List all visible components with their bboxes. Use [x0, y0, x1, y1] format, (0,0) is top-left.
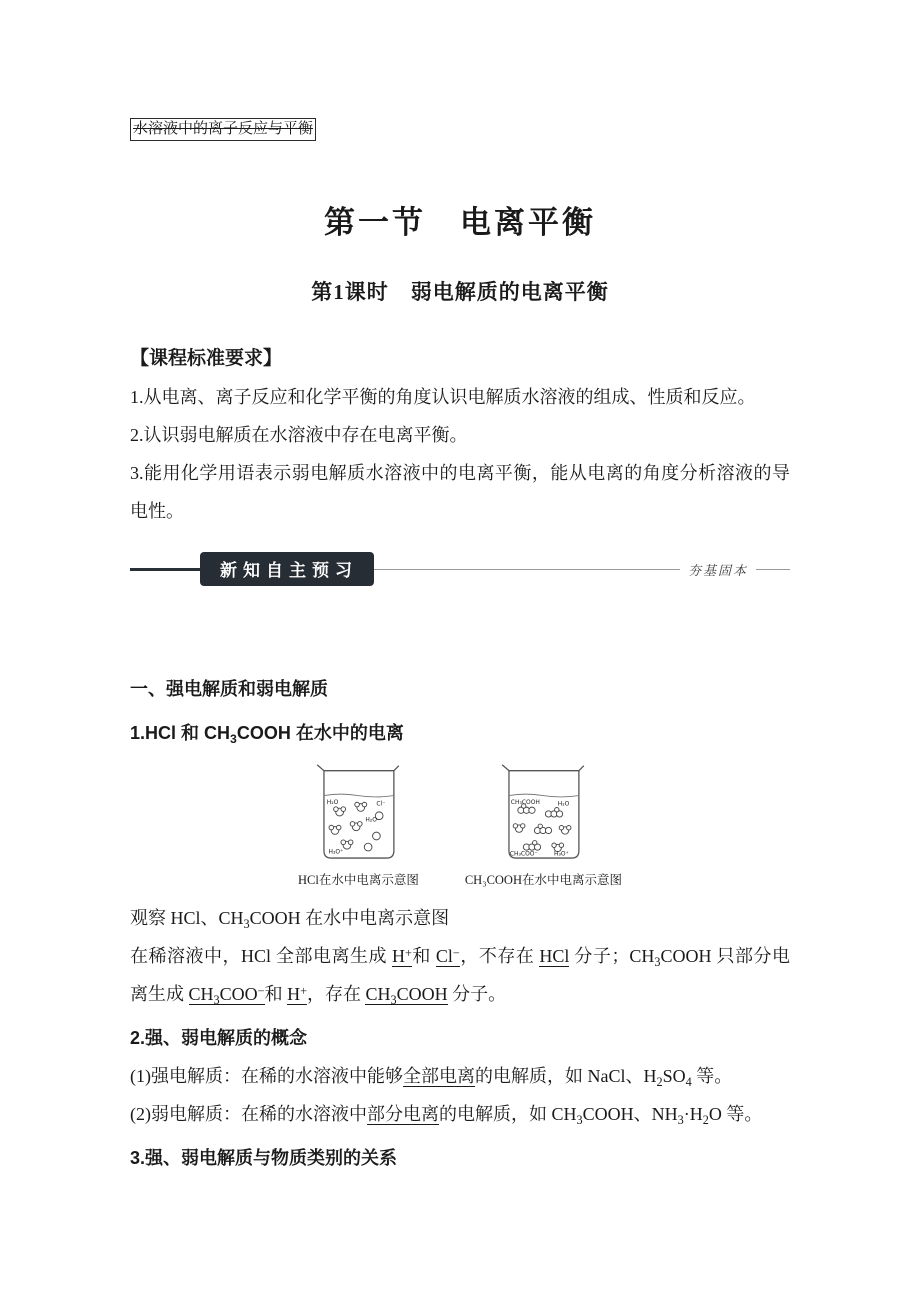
molecule-cluster	[329, 825, 341, 834]
section-heading: 一、强电解质和弱电解质	[130, 679, 328, 699]
molecule-label: H₂O	[365, 816, 378, 824]
banner-label: 新知自主预习	[200, 552, 374, 586]
molecule-chain	[524, 841, 541, 851]
figure-caption-ch3cooh: CH₃COOH在水中电离示意图	[464, 873, 622, 887]
molecule-cluster	[355, 802, 367, 811]
standards-item-1: 1.从电离、离子反应和化学平衡的角度认识电解质水溶液的组成、性质和反应。	[130, 387, 756, 407]
lesson-subtitle: 第1课时 弱电解质的电离平衡	[311, 280, 609, 304]
molecule-cluster	[351, 822, 363, 831]
beaker-figure-ch3cooh	[465, 762, 622, 889]
definition-weak-electrolyte: (2)弱电解质：在稀的水溶液中部分电离的电解质，如 $CH_3COOH$、$NH_3\cdot H_2O$ 等。	[130, 1104, 763, 1127]
molecule-label: H₃O⁺	[328, 848, 344, 856]
molecule-chain	[535, 824, 552, 834]
figure-caption-hcl: HCl在水中电离示意图	[298, 873, 419, 887]
molecule-label: H₂O	[327, 798, 339, 806]
page-title: 第一节 电离平衡	[324, 205, 596, 240]
ion-circle	[373, 832, 381, 840]
section-banner	[130, 552, 790, 586]
header-area	[130, 118, 790, 141]
ionization-figure	[130, 762, 790, 889]
header-title-box: 水溶液中的离子反应与平衡	[130, 118, 316, 141]
molecule-cluster	[514, 824, 526, 833]
subsection-heading-3: 3.强、弱电解质与物质类别的关系	[130, 1148, 398, 1168]
molecule-label: Cl⁻	[376, 800, 386, 808]
molecule-label: CH₃COO⁻	[510, 850, 539, 858]
molecule-cluster	[560, 826, 572, 835]
banner-end-rule	[756, 569, 790, 570]
standards-item-3: 3.能用化学用语表示弱电解质水溶液中的电离平衡，能从电离的角度分析溶液的导电性。	[130, 463, 790, 521]
molecule-label: H₃O⁺	[554, 850, 570, 858]
molecule-label: H₂O	[558, 800, 570, 808]
curriculum-standards	[130, 340, 790, 530]
banner-right-label: 夯基固本	[687, 562, 748, 578]
molecule-cluster	[334, 807, 346, 816]
ion-circle	[365, 843, 373, 851]
beaker-ch3cooh-illustration	[497, 762, 589, 864]
beaker-hcl-illustration	[312, 762, 404, 864]
definition-strong-electrolyte: (1)强电解质：在稀的水溶液中能够全部电离的电解质，如 NaCl、$H_2SO_4$ 等。	[130, 1066, 733, 1089]
banner-left-rule	[130, 568, 200, 571]
observe-line: 观察 HCl、$CH_3COOH$ 在水中电离示意图	[130, 908, 450, 931]
banner-middle-rule	[374, 569, 680, 570]
subsection-heading-1: 1.HCl 和 $CH_3COOH$ 在水中的电离	[130, 723, 404, 746]
beaker-figure-hcl	[298, 762, 419, 889]
subsection-heading-2: 2.强、弱电解质的概念	[130, 1028, 308, 1048]
standards-item-2: 2.认识弱电解质在水溶液中存在电离平衡。	[130, 425, 468, 445]
molecule-label: CH₃COOH	[511, 798, 541, 806]
ionization-paragraph: 在稀溶液中，HCl 全部电离生成 H+和 Cl−，不存在 HCl 分子；$CH_3COOH$ 只部分电离生成 $CH_3COO^-$和 H+，存在 $CH_3COOH$ 分子。	[130, 945, 790, 1007]
standards-heading: 【课程标准要求】	[130, 348, 283, 369]
molecule-chain	[546, 807, 563, 817]
